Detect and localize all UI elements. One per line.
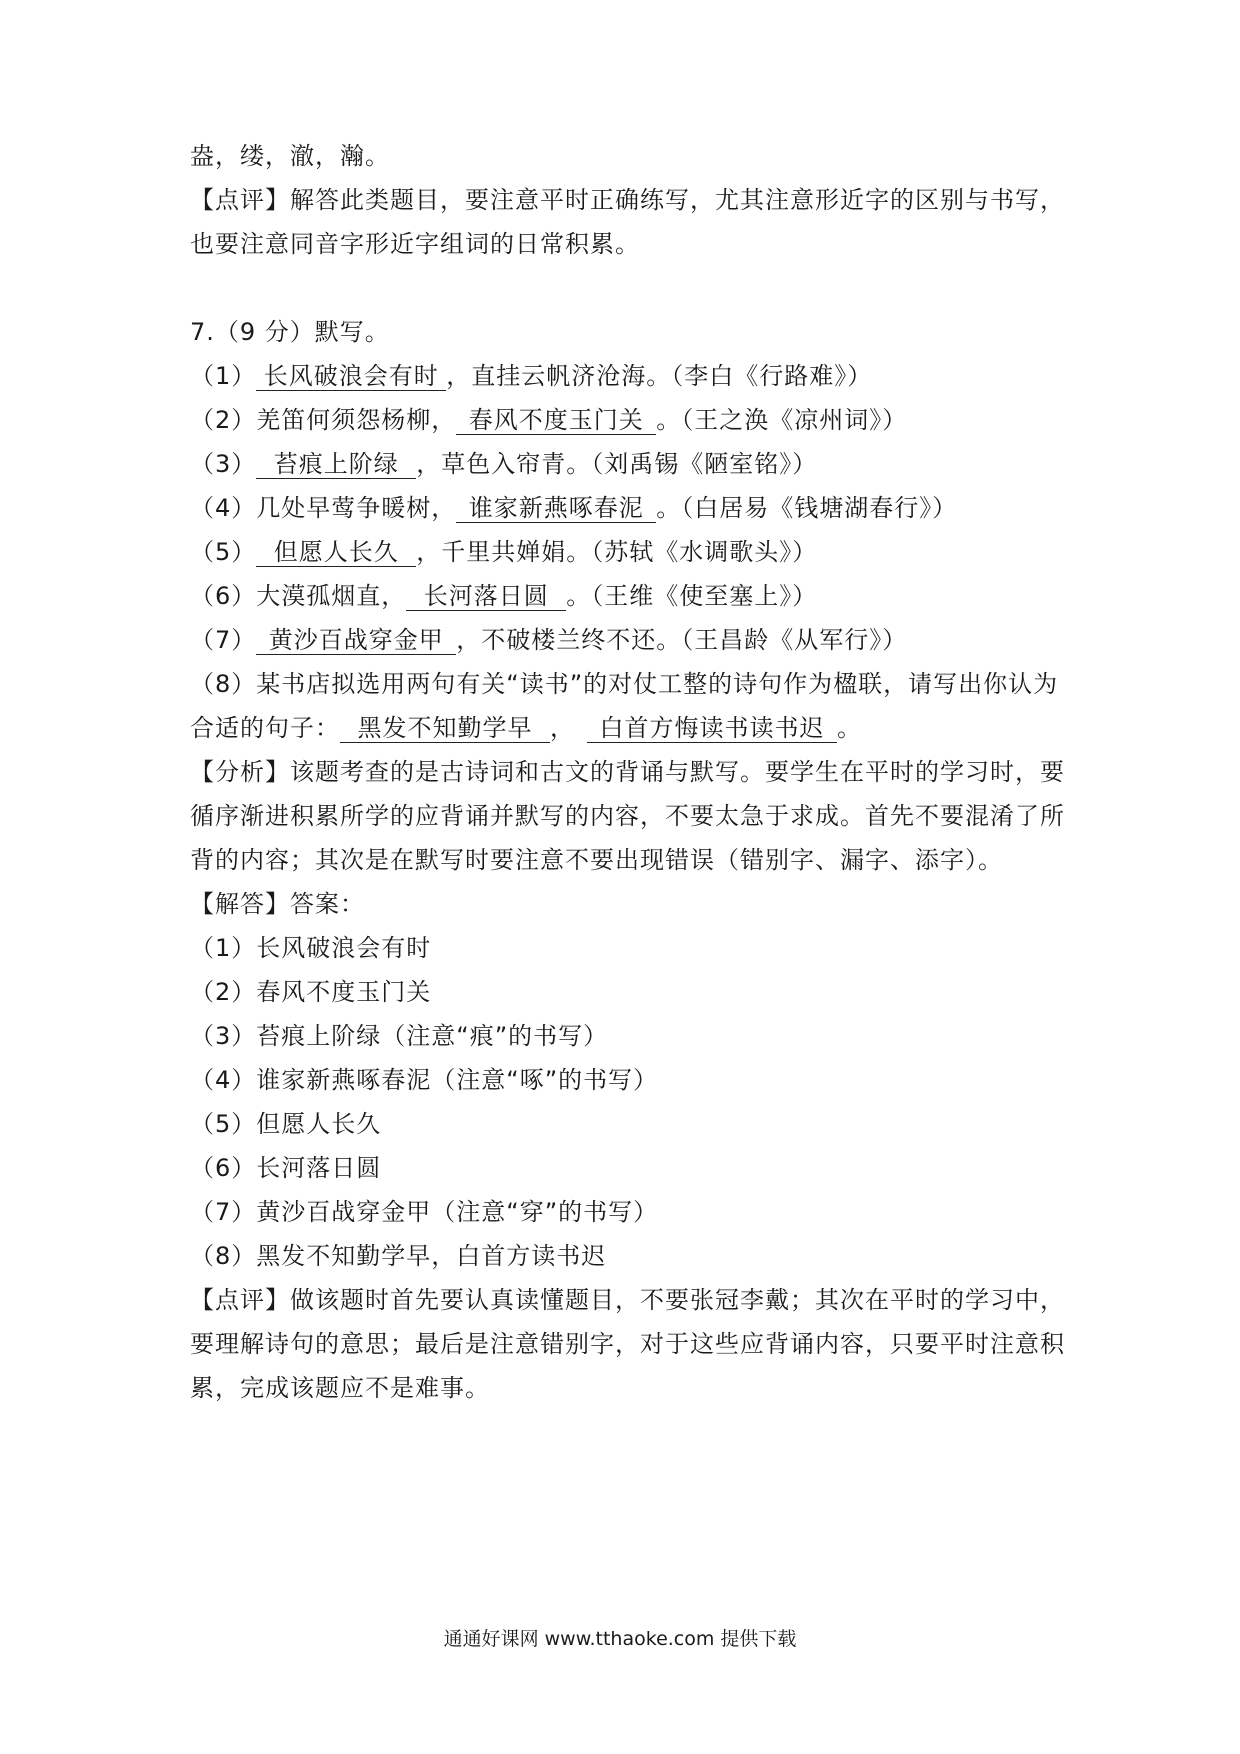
- fill-blank: 春风不度玉门关: [456, 406, 656, 435]
- page-footer: 通通好课网 www.tthaoke.com 提供下载: [443, 1628, 797, 1650]
- fill-blank: 黑发不知勤学早: [340, 714, 550, 743]
- fill-blank: 黄沙百战穿金甲: [256, 626, 456, 655]
- fill-blank: 但愿人长久: [256, 538, 416, 567]
- dictation-item-1: （1） 长风破浪会有时 ，直挂云帆济沧海。（李白《行路难》）: [190, 362, 873, 390]
- fill-blank: 长河落日圆: [406, 582, 566, 611]
- dictation-item-8-prompt: （8）某书店拟选用两句有关“读书”的对仗工整的诗句作为楹联，请写出你认为: [190, 670, 1059, 698]
- comment-line-1: 【点评】解答此类题目，要注意平时正确练写，尤其注意形近字的区别与书写，: [190, 186, 1065, 214]
- comment-line-3: 累，完成该题应不是难事。: [190, 1374, 490, 1402]
- answer-item: （5）但愿人长久: [190, 1110, 382, 1138]
- fill-blank: 长风破浪会有时: [256, 362, 446, 391]
- dictation-item-7: （7） 黄沙百战穿金甲 ，不破楼兰终不还。（王昌龄《从军行》）: [190, 626, 908, 654]
- answer-item: （6）长河落日圆: [190, 1154, 382, 1182]
- answer-item: （4）谁家新燕啄春泥（注意“啄”的书写）: [190, 1066, 659, 1094]
- answer-heading: 【解答】答案：: [190, 890, 365, 918]
- comment-line-2: 也要注意同音字形近字组词的日常积累。: [190, 230, 640, 258]
- dictation-item-3: （3） 苔痕上阶绿 ，草色入帘青。（刘禹锡《陋室铭》）: [190, 450, 818, 478]
- fill-blank: 谁家新燕啄春泥: [456, 494, 656, 523]
- answer-item: （3）苔痕上阶绿（注意“痕”的书写）: [190, 1022, 609, 1050]
- dictation-item-5: （5） 但愿人长久 ，千里共婵娟。（苏轼《水调歌头》）: [190, 538, 818, 566]
- dictation-item-8-answer: 合适的句子： 黑发不知勤学早 ， 白首方悔读书读书迟 。: [190, 714, 862, 742]
- dictation-item-6: （6）大漠孤烟直， 长河落日圆 。（王维《使至塞上》）: [190, 582, 818, 610]
- answer-item: （1）长风破浪会有时: [190, 934, 432, 962]
- answer-item: （7）黄沙百战穿金甲（注意“穿”的书写）: [190, 1198, 659, 1226]
- dictation-item-4: （4）几处早莺争暖树， 谁家新燕啄春泥 。（白居易《钱塘湖春行》）: [190, 494, 958, 522]
- comment-line-1: 【点评】做该题时首先要认真读懂题目，不要张冠李戴；其次在平时的学习中，: [190, 1286, 1065, 1314]
- answer-item: （8）黑发不知勤学早，白首方读书迟: [190, 1242, 607, 1270]
- analysis-line-1: 【分析】该题考查的是古诗词和古文的背诵与默写。要学生在平时的学习时，要: [190, 758, 1065, 786]
- dictation-item-2: （2）羌笛何须怨杨柳， 春风不度玉门关 。（王之涣《凉州词》）: [190, 406, 908, 434]
- fill-blank: 白首方悔读书读书迟: [587, 714, 837, 743]
- answer-chars-line: 盎，缕，澈，瀚。: [190, 142, 390, 170]
- analysis-line-2: 循序渐进积累所学的应背诵并默写的内容，不要太急于求成。首先不要混淆了所: [190, 802, 1065, 830]
- analysis-line-3: 背的内容；其次是在默写时要注意不要出现错误（错别字、漏字、添字）。: [190, 846, 1003, 874]
- question-7-heading: 7.（9 分）默写。: [190, 318, 390, 346]
- comment-line-2: 要理解诗句的意思；最后是注意错别字，对于这些应背诵内容，只要平时注意积: [190, 1330, 1065, 1358]
- fill-blank: 苔痕上阶绿: [256, 450, 416, 479]
- answer-item: （2）春风不度玉门关: [190, 978, 432, 1006]
